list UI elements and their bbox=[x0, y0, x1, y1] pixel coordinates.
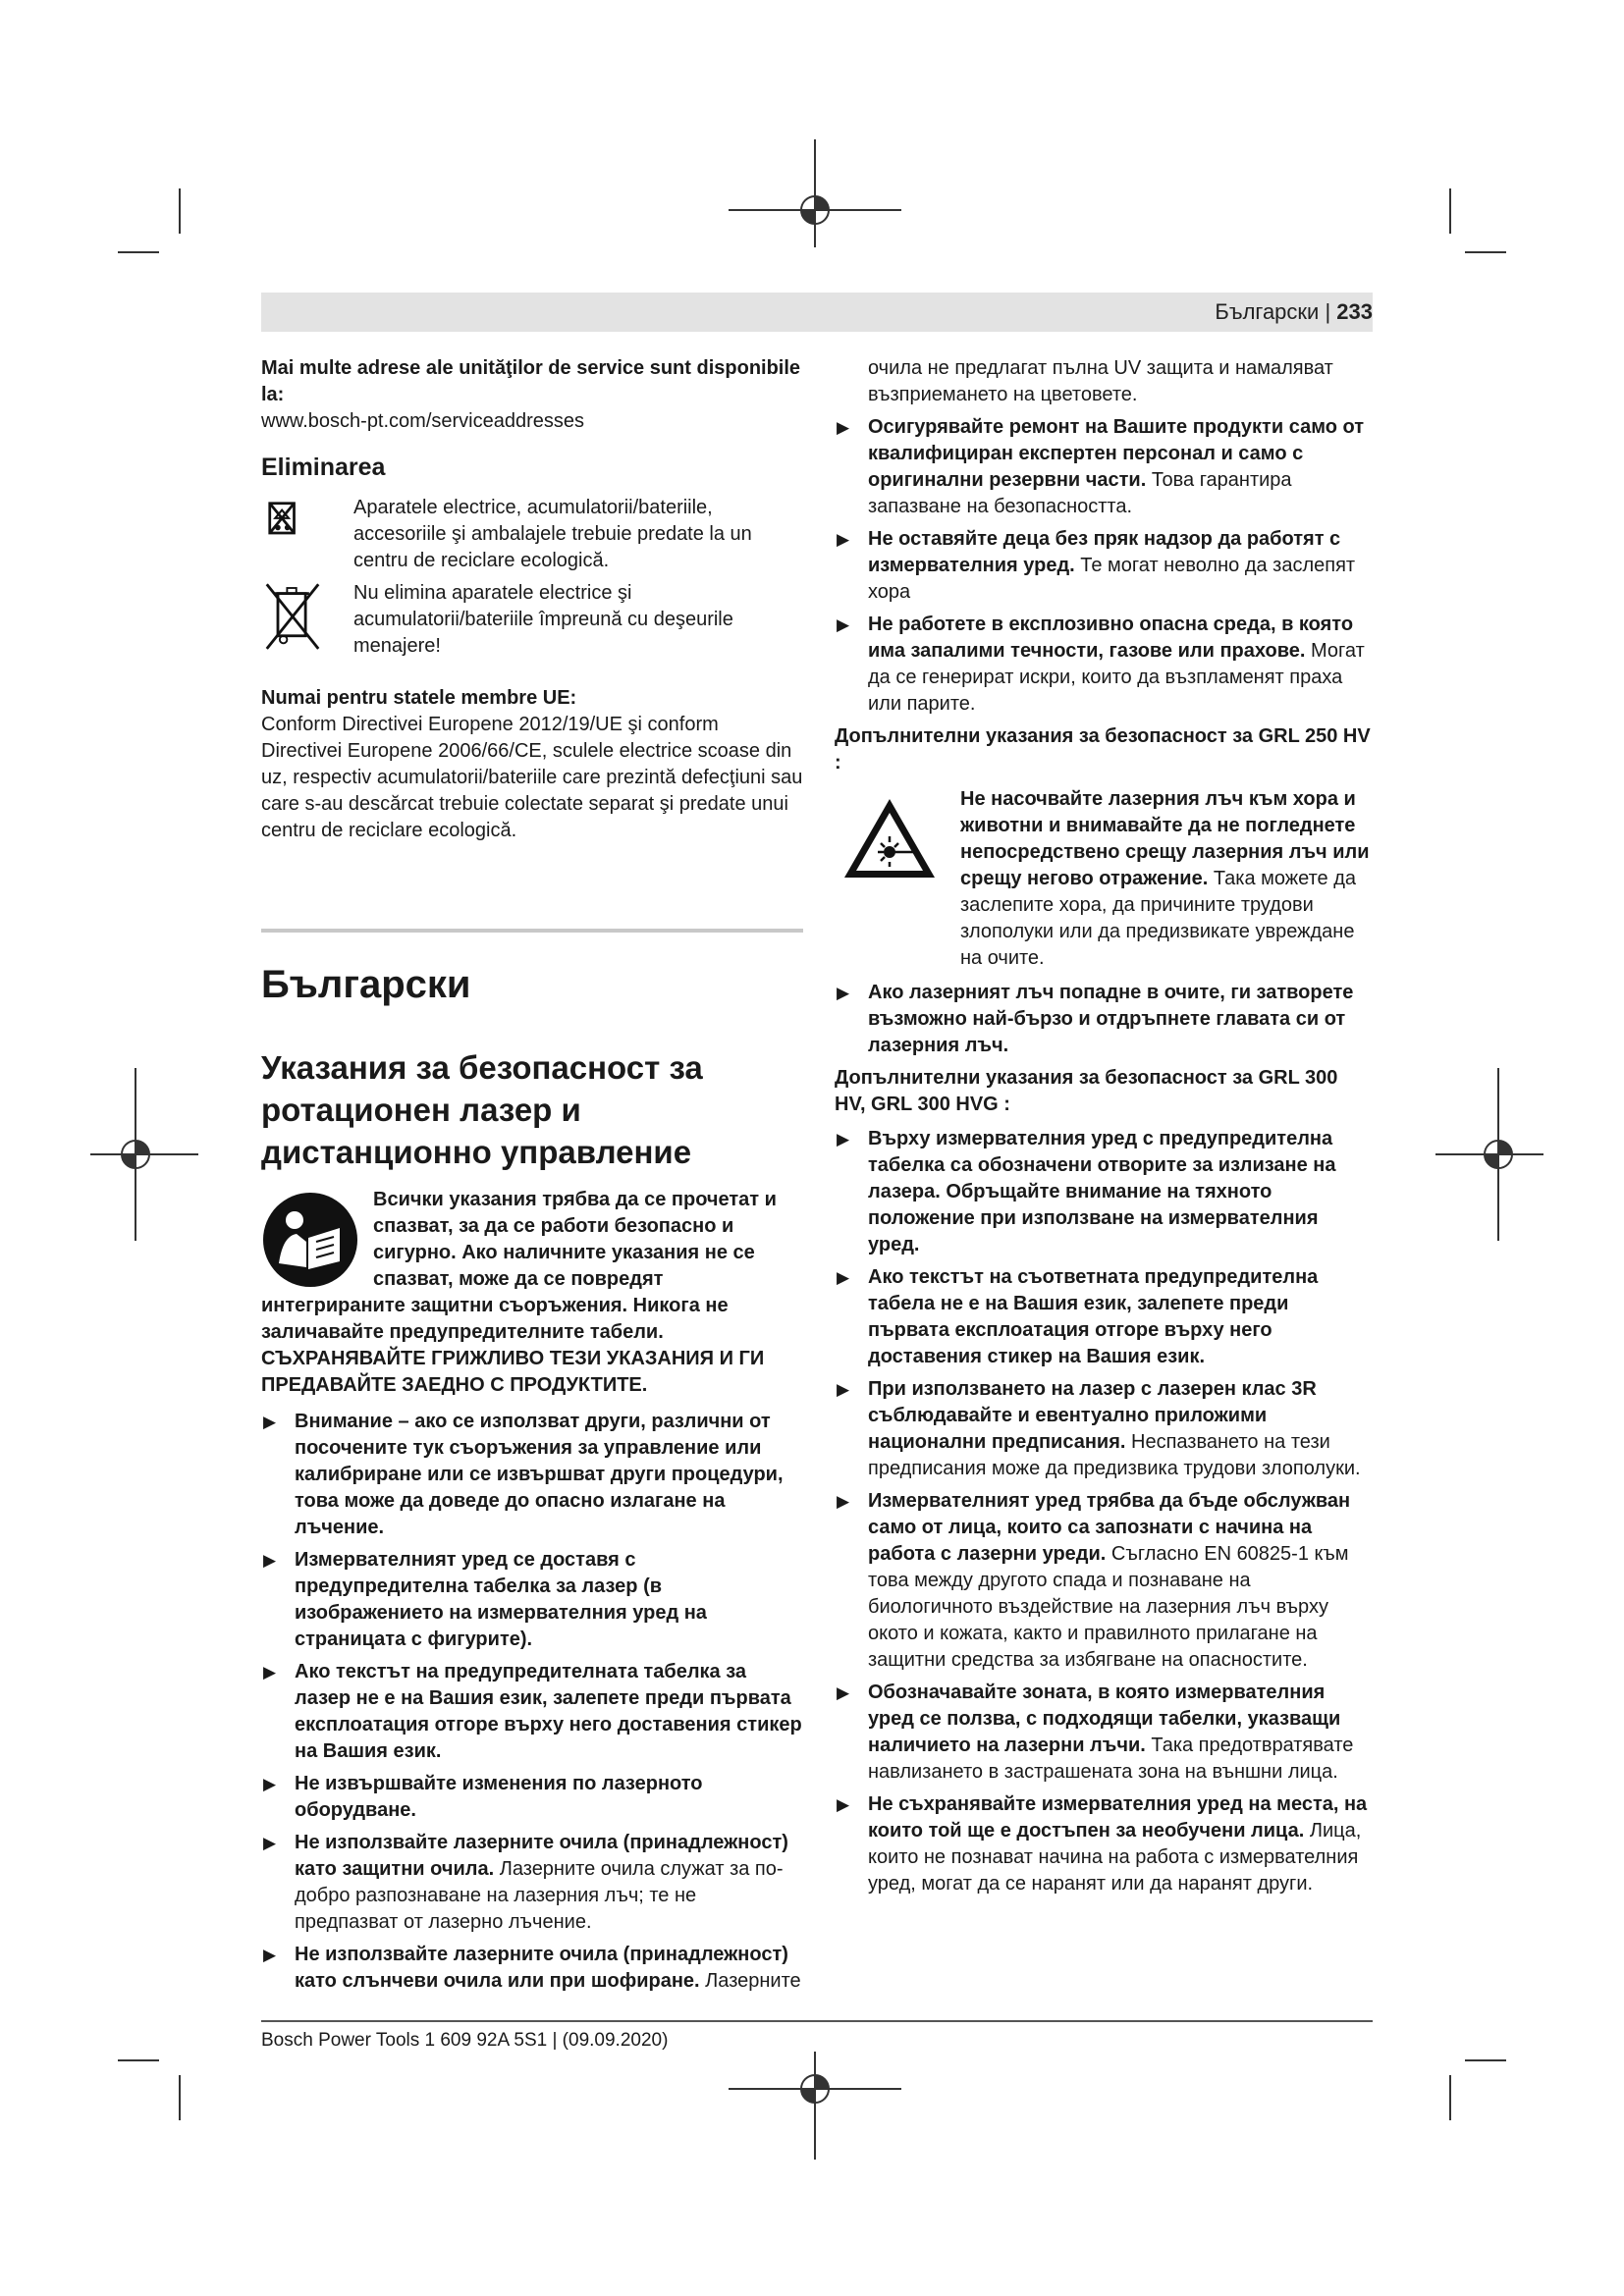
triangle-right-icon: ▶ bbox=[837, 984, 850, 1002]
disposal-text-2: Nu elimina aparatele electrice şi acumulatorii/bateriile împreună cu deşeurile menajere! bbox=[353, 582, 733, 657]
grl250-heading: Допълнителни указания за безопасност за GRL 250 HV : bbox=[835, 725, 1371, 774]
footer-divider bbox=[261, 2020, 1373, 2022]
right-column bbox=[835, 355, 1373, 1903]
registration-mark-left bbox=[90, 1068, 198, 1241]
eu-heading: Numai pentru statele membre UE: bbox=[261, 687, 577, 709]
header-language: Български bbox=[1215, 299, 1320, 324]
read-manual-icon bbox=[261, 1191, 359, 1289]
recycle-symbol-icon bbox=[267, 495, 310, 550]
triangle-right-icon: ▶ bbox=[263, 1775, 277, 1793]
list-item: ▶ Не съхранявайте измервателния уред на места, на които той ще е достъпен за необучени лица. Лица, които не познават начина на работа с измервателния уред, могат да се наранят или да наранят други. bbox=[837, 1793, 1368, 1895]
list-item: ▶ Ако лазерният лъч попадне в очите, ги затворете възможно най-бързо и отдръпнете главата си от лазерния лъч. bbox=[837, 982, 1354, 1056]
left-column bbox=[261, 355, 803, 2001]
triangle-right-icon: ▶ bbox=[837, 530, 850, 549]
eu-text: Conform Directivei Europene 2012/19/UE şi conform Directivei Europene 2006/66/CE, sculele electrice scoase din uz, respectiv acumulatorii/bateriile care prezintă defecţiuni sau care s-au descărcat trebuie colectate separat şi predate unui centru de reciclare ecologică. bbox=[261, 714, 803, 841]
page-number: 233 bbox=[1336, 299, 1373, 324]
section-divider bbox=[261, 929, 803, 933]
intro-block bbox=[261, 1187, 803, 1399]
registration-mark-bottom bbox=[729, 2052, 901, 2160]
laser-warning-text: Така можете да заслепите хора, да причините трудови злополуки или да предизвикате увреждане на очите. bbox=[960, 868, 1357, 969]
registration-mark-top bbox=[729, 139, 901, 247]
footer-text: Bosch Power Tools 1 609 92A 5S1 | (09.09.2020) bbox=[261, 2030, 669, 2051]
list-item: ▶ Върху измервателния уред с предупредителна табелка са обозначени отворите за излизане на лазера. Обръщайте внимание на тяхното положение при използване на измервателния уред. bbox=[837, 1128, 1336, 1255]
list-item: ▶ Обозначавайте зоната, в която измервателния уред се ползва, с подходящи табелки, указващи наличието на лазерни лъчи. Така предотвратявате навлизането в застрашената зона на външни лица. bbox=[837, 1682, 1354, 1783]
list-item: ▶ Не извършвайте изменения по лазерното оборудване. bbox=[263, 1773, 703, 1821]
triangle-right-icon: ▶ bbox=[837, 1268, 850, 1287]
list-item: ▶ Внимание – ако се използват други, различни от посочените тук съоръжения за управление или калибриране или се извършват други процедури, това може да доведе до опасно излагане на лъчение. bbox=[263, 1411, 784, 1538]
triangle-right-icon: ▶ bbox=[263, 1551, 277, 1570]
laser-warning-bold: Не насочвайте лазерния лъч към хора и животни и внимавайте да не погледнете непосредствено срещу лазерния лъч или срещу негово отражение. bbox=[960, 788, 1370, 889]
language-title: Български bbox=[261, 963, 471, 1006]
triangle-right-icon: ▶ bbox=[263, 1834, 277, 1852]
triangle-right-icon: ▶ bbox=[837, 615, 850, 634]
list-item: ▶ При използването на лазер с лазерен клас 3R съблюдавайте и евентуално приложими национални предписания. Неспазването на тези предписания може да предизвика трудови злополуки. bbox=[837, 1378, 1361, 1479]
continued-text: очила не предлагат пълна UV защита и намаляват възприемането на цветовете. bbox=[868, 357, 1333, 405]
triangle-right-icon: ▶ bbox=[837, 1380, 850, 1399]
triangle-right-icon: ▶ bbox=[837, 1683, 850, 1702]
triangle-right-icon: ▶ bbox=[837, 1795, 850, 1814]
triangle-right-icon: ▶ bbox=[263, 1946, 277, 1964]
list-item: ▶ Измервателният уред се доставя с предупредителна табелка за лазер (в изображението на измервателния уред на страницата с фигурите). bbox=[263, 1549, 707, 1650]
intro-warning: Всички указания трябва да се прочетат и спазват, за да се работи безопасно и сигурно. Ако наличните указания не се спазват, може да се повредят интегрираните защитни съоръжения. Никога не заличавайте предупредителните табели. СЪХРАНЯВАЙТЕ ГРИЖЛИВО ТЕЗИ УКАЗАНИЯ И ГИ ПРЕДАВАЙТЕ ЗАЕДНО С ПРОДУКТИТЕ. bbox=[261, 1189, 777, 1396]
list-item: ▶ Ако текстът на предупредителната табелка за лазер не е на Вашия език, залепете преди първата експлоатация отгоре върху него доставения стикер на Вашия език. bbox=[263, 1661, 802, 1762]
disposal-heading: Eliminarea bbox=[261, 454, 386, 481]
list-item: ▶ Не използвайте лазерните очила (принадлежност) като слънчеви очила или при шофиране. Лазерните bbox=[263, 1944, 801, 1992]
laser-warning-icon bbox=[840, 790, 939, 888]
service-url: www.bosch-pt.com/serviceaddresses bbox=[261, 410, 585, 432]
list-item: ▶ Не оставяйте деца без пряк надзор да работят с измервателния уред. Те могат неволно да заслепят хора bbox=[837, 528, 1356, 603]
list-item: ▶ Осигурявайте ремонт на Вашите продукти само от квалифициран експертен персонал и само с оригинални резервни части. Това гарантира запазване на безопасността. bbox=[837, 416, 1365, 517]
list-item: ▶ Ако текстът на съответната предупредителна табела не е на Вашия език, залепете преди първата експлоатация отгоре върху него доставения стикер на Вашия език. bbox=[837, 1266, 1319, 1367]
registration-mark-right bbox=[1435, 1068, 1543, 1241]
page-header: Български | 233 bbox=[1215, 299, 1373, 324]
service-title: Mai multe adrese ale unităţilor de service sunt disponibile la: bbox=[261, 357, 801, 405]
disposal-text-1: Aparatele electrice, acumulatorii/bateriile, accesoriile şi ambalajele trebuie predate la un centru de reciclare ecologică. bbox=[353, 497, 752, 571]
list-item: ▶ Измервателният уред трябва да бъде обслужван само от лица, които са запознати с начина на работа с лазерни уреди. Съгласно EN 60825-1 към това между другото спада и познаване на биологичното въздействие на лазерния лъч върху окото и кожата, както и правилното прилагане на защитни средства за избягване на опасностите. bbox=[837, 1490, 1351, 1671]
laser-warning-block bbox=[835, 786, 1373, 972]
list-item: ▶ Не работете в експлозивно опасна среда, в която има запалими течности, газове или прахове. Могат да се генерират искри, които да възпламенят праха или парите. bbox=[837, 614, 1365, 715]
triangle-right-icon: ▶ bbox=[263, 1663, 277, 1682]
page-header-band bbox=[261, 293, 1373, 332]
triangle-right-icon: ▶ bbox=[837, 1130, 850, 1148]
list-item: ▶ Не използвайте лазерните очила (принадлежност) като защитни очила. Лазерните очила служат за по-добро разпознаване на лазерния лъч; те не предпазват от лазерно лъчение. bbox=[263, 1832, 788, 1933]
triangle-right-icon: ▶ bbox=[837, 1492, 850, 1511]
triangle-right-icon: ▶ bbox=[263, 1413, 277, 1431]
triangle-right-icon: ▶ bbox=[837, 418, 850, 437]
section-title: Указания за безопасност за ротационен лазер и дистанционно управление bbox=[261, 1049, 703, 1170]
crossed-bin-icon bbox=[263, 580, 322, 655]
grl300-heading: Допълнителни указания за безопасност за GRL 300 HV, GRL 300 HVG : bbox=[835, 1067, 1338, 1115]
